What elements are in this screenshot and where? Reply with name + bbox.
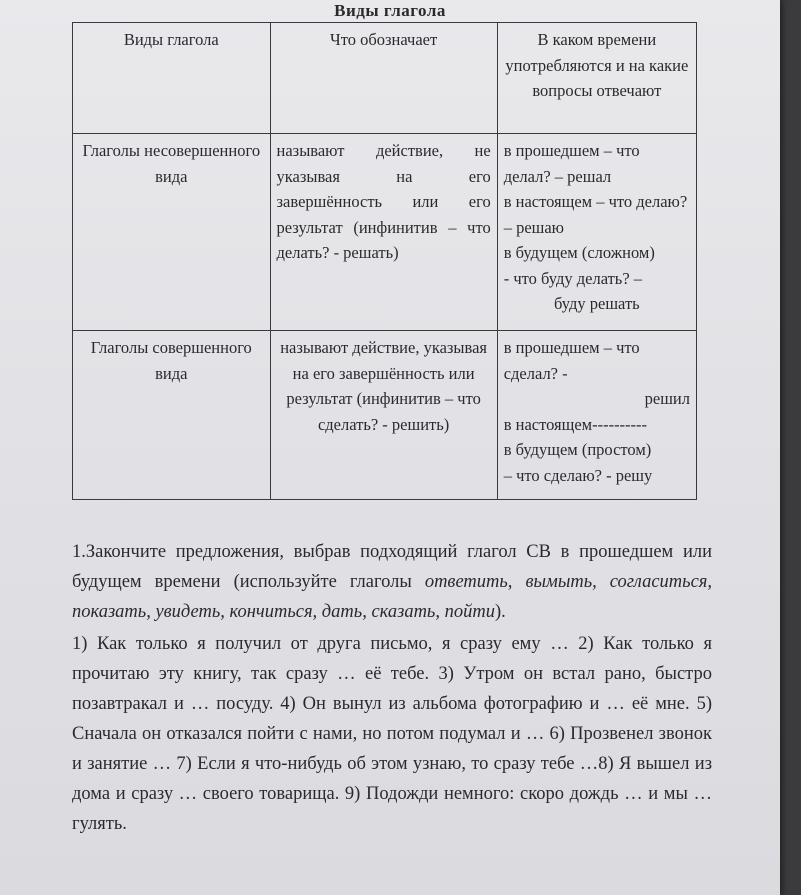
tense-line: решил: [644, 389, 690, 409]
task-verb-list: ответить, вымыть, согласиться, показать, увидеть, кончиться, дать, сказать, пойти: [72, 571, 713, 622]
verb-aspects-table: [72, 22, 697, 500]
aspect-name-perfective: Глаголы совершенного вида: [73, 331, 271, 500]
header-tenses: В каком времени употребляются и на какие вопросы отвечают: [497, 23, 696, 134]
exercise-task: [72, 538, 712, 628]
tense-line: буду решать: [554, 294, 640, 314]
table-row: [73, 331, 697, 500]
table-row: [73, 134, 697, 331]
task-end: ).: [494, 601, 506, 622]
exercise-block: [72, 538, 712, 842]
tense-line: в будущем (простом): [503, 440, 652, 460]
aspect-name-imperfective: Глаголы несовершенного вида: [73, 134, 271, 331]
tense-line: в прошедшем – что сделал? -: [503, 338, 640, 383]
tense-line: в настоящем – что делаю? – решаю: [503, 192, 688, 237]
table-title: Виды глагола: [334, 1, 446, 20]
meaning-perfective: называют действие, указывая на его завершённость или результат (инфинитив – что сделать? - решить): [270, 331, 497, 500]
table-header-row: [73, 23, 697, 134]
tenses-imperfective: [497, 134, 696, 331]
tense-line: в настоящем----------: [503, 414, 648, 434]
exercise-sentences: 1) Как только я получил от друга письмо, я сразу ему … 2) Как только я прочитаю эту книгу, так сразу … её тебе. 3) Утром он встал рано, быстро позавтракал и … посуду. 4) Он вынул из альбома фотографию и … её мне. 5) Сначала он отказался пойти с нами, но потом подумал и … 6) Прозвенел звонок и занятие … 7) Если я что-нибудь об этом узнаю, то сразу тебе …8) Я вышел из дома и сразу … своего товарища. 9) Подожди немного: скоро дождь … и мы … гулять.: [72, 633, 712, 834]
tense-line: в прошедшем – что делал? – решал: [503, 141, 640, 186]
task-text: 1.Закончите предложения, выбрав подходящий глагол СВ в прошедшем или будущем времени (используйте глаголы: [72, 542, 712, 592]
tense-line: в будущем (сложном): [503, 243, 655, 263]
header-meaning: Что обозначает: [270, 23, 497, 134]
tense-line: – что сделаю? - решу: [503, 465, 653, 485]
tense-line: - что буду делать? –: [503, 268, 643, 288]
meaning-imperfective: называют действие, не указывая на его завершённость или его результат (инфинитив – что делать? - решать): [270, 134, 497, 331]
header-aspects: Виды глагола: [73, 23, 271, 134]
tenses-perfective: [497, 331, 696, 500]
